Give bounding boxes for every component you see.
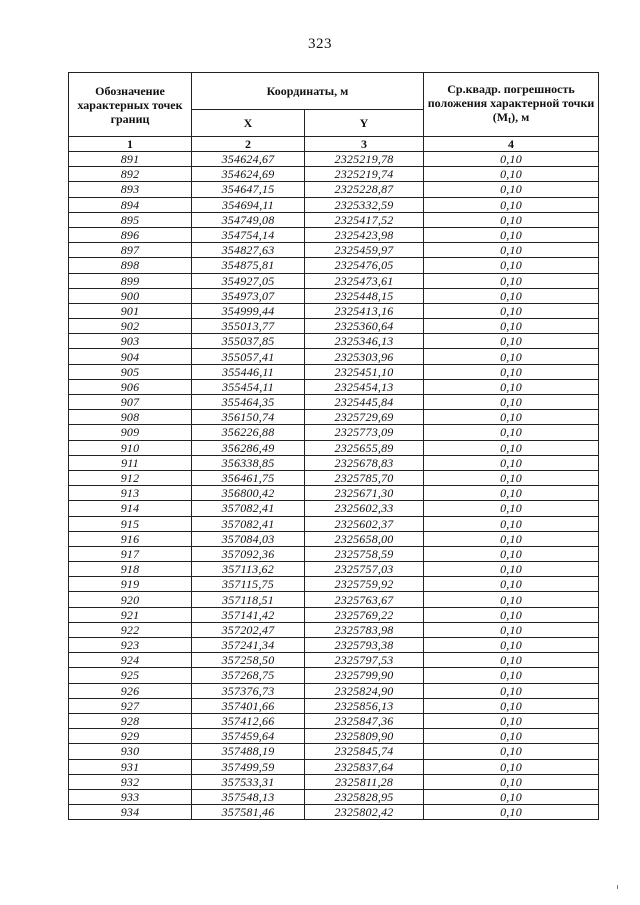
table-row xyxy=(69,546,599,561)
table-row xyxy=(69,273,599,288)
table-row xyxy=(69,516,599,531)
error-cell: 0,10 xyxy=(424,698,599,713)
y-coordinate-cell: 2325228,87 xyxy=(305,182,424,197)
y-coordinate-cell: 2325332,59 xyxy=(305,197,424,212)
x-coordinate-cell: 356800,42 xyxy=(192,486,305,501)
point-number-cell: 892 xyxy=(69,167,192,182)
y-coordinate-cell: 2325758,59 xyxy=(305,546,424,561)
point-number-cell: 916 xyxy=(69,531,192,546)
header-error-subscript: t xyxy=(508,115,512,125)
error-cell: 0,10 xyxy=(424,364,599,379)
error-cell: 0,10 xyxy=(424,425,599,440)
x-coordinate-cell: 354694,11 xyxy=(192,197,305,212)
error-cell: 0,10 xyxy=(424,379,599,394)
x-coordinate-cell: 354749,08 xyxy=(192,212,305,227)
column-number-1: 1 xyxy=(69,137,192,152)
y-coordinate-cell: 2325828,95 xyxy=(305,789,424,804)
y-coordinate-cell: 2325769,22 xyxy=(305,607,424,622)
y-coordinate-cell: 2325219,74 xyxy=(305,167,424,182)
x-coordinate-cell: 355037,85 xyxy=(192,334,305,349)
table-row xyxy=(69,258,599,273)
point-number-cell: 904 xyxy=(69,349,192,364)
x-coordinate-cell: 357533,31 xyxy=(192,774,305,789)
y-coordinate-cell: 2325303,96 xyxy=(305,349,424,364)
point-number-cell: 931 xyxy=(69,759,192,774)
table-row xyxy=(69,455,599,470)
y-coordinate-cell: 2325655,89 xyxy=(305,440,424,455)
x-coordinate-cell: 357268,75 xyxy=(192,668,305,683)
table-row xyxy=(69,243,599,258)
header-error-prefix: Ср.квадр. погрешность положения характерной точки (M xyxy=(427,82,595,124)
y-coordinate-cell: 2325811,28 xyxy=(305,774,424,789)
point-number-cell: 915 xyxy=(69,516,192,531)
point-number-cell: 906 xyxy=(69,379,192,394)
table-body xyxy=(69,152,599,820)
error-cell: 0,10 xyxy=(424,258,599,273)
column-number-4: 4 xyxy=(424,137,599,152)
error-cell: 0,10 xyxy=(424,683,599,698)
table-row xyxy=(69,668,599,683)
point-number-cell: 907 xyxy=(69,395,192,410)
table-row xyxy=(69,531,599,546)
point-number-cell: 899 xyxy=(69,273,192,288)
point-number-cell: 901 xyxy=(69,303,192,318)
point-number-cell: 926 xyxy=(69,683,192,698)
x-coordinate-cell: 357082,41 xyxy=(192,516,305,531)
x-coordinate-cell: 357581,46 xyxy=(192,805,305,820)
table-row xyxy=(69,744,599,759)
table-row xyxy=(69,303,599,318)
x-coordinate-cell: 357092,36 xyxy=(192,546,305,561)
table-header xyxy=(69,73,599,152)
table-row xyxy=(69,486,599,501)
y-coordinate-cell: 2325360,64 xyxy=(305,319,424,334)
error-cell: 0,10 xyxy=(424,759,599,774)
error-cell: 0,10 xyxy=(424,774,599,789)
error-cell: 0,10 xyxy=(424,197,599,212)
x-coordinate-cell: 355057,41 xyxy=(192,349,305,364)
table-row xyxy=(69,562,599,577)
point-number-cell: 910 xyxy=(69,440,192,455)
y-coordinate-cell: 2325413,16 xyxy=(305,303,424,318)
y-coordinate-cell: 2325448,15 xyxy=(305,288,424,303)
column-number-2: 2 xyxy=(192,137,305,152)
y-coordinate-cell: 2325773,09 xyxy=(305,425,424,440)
point-number-cell: 893 xyxy=(69,182,192,197)
header-x: X xyxy=(192,110,305,137)
error-cell: 0,10 xyxy=(424,334,599,349)
x-coordinate-cell: 357113,62 xyxy=(192,562,305,577)
error-cell: 0,10 xyxy=(424,744,599,759)
y-coordinate-cell: 2325602,37 xyxy=(305,516,424,531)
table-row xyxy=(69,592,599,607)
x-coordinate-cell: 356150,74 xyxy=(192,410,305,425)
point-number-cell: 900 xyxy=(69,288,192,303)
point-number-cell: 908 xyxy=(69,410,192,425)
point-number-cell: 911 xyxy=(69,455,192,470)
y-coordinate-cell: 2325824,90 xyxy=(305,683,424,698)
error-cell: 0,10 xyxy=(424,349,599,364)
x-coordinate-cell: 354827,63 xyxy=(192,243,305,258)
error-cell: 0,10 xyxy=(424,303,599,318)
error-cell: 0,10 xyxy=(424,182,599,197)
y-coordinate-cell: 2325423,98 xyxy=(305,227,424,242)
table-row xyxy=(69,622,599,637)
point-number-cell: 927 xyxy=(69,698,192,713)
y-coordinate-cell: 2325837,64 xyxy=(305,759,424,774)
x-coordinate-cell: 357115,75 xyxy=(192,577,305,592)
y-coordinate-cell: 2325729,69 xyxy=(305,410,424,425)
point-number-cell: 930 xyxy=(69,744,192,759)
table-row xyxy=(69,501,599,516)
y-coordinate-cell: 2325785,70 xyxy=(305,470,424,485)
point-number-cell: 929 xyxy=(69,729,192,744)
table-row xyxy=(69,197,599,212)
error-cell: 0,10 xyxy=(424,273,599,288)
table-row xyxy=(69,577,599,592)
y-coordinate-cell: 2325793,38 xyxy=(305,638,424,653)
error-cell: 0,10 xyxy=(424,167,599,182)
y-coordinate-cell: 2325678,83 xyxy=(305,455,424,470)
y-coordinate-cell: 2325757,03 xyxy=(305,562,424,577)
error-cell: 0,10 xyxy=(424,668,599,683)
y-coordinate-cell: 2325759,92 xyxy=(305,577,424,592)
x-coordinate-cell: 354624,67 xyxy=(192,152,305,167)
y-coordinate-cell: 2325856,13 xyxy=(305,698,424,713)
error-cell: 0,10 xyxy=(424,455,599,470)
error-cell: 0,10 xyxy=(424,729,599,744)
point-number-cell: 898 xyxy=(69,258,192,273)
x-coordinate-cell: 355446,11 xyxy=(192,364,305,379)
table-row xyxy=(69,759,599,774)
x-coordinate-cell: 357082,41 xyxy=(192,501,305,516)
table-row xyxy=(69,410,599,425)
table-row xyxy=(69,440,599,455)
x-coordinate-cell: 357241,34 xyxy=(192,638,305,653)
error-cell: 0,10 xyxy=(424,805,599,820)
table-row xyxy=(69,182,599,197)
point-number-cell: 912 xyxy=(69,470,192,485)
x-coordinate-cell: 354973,07 xyxy=(192,288,305,303)
point-number-cell: 913 xyxy=(69,486,192,501)
point-number-cell: 924 xyxy=(69,653,192,668)
table-row xyxy=(69,364,599,379)
y-coordinate-cell: 2325473,61 xyxy=(305,273,424,288)
table-row xyxy=(69,212,599,227)
y-coordinate-cell: 2325658,00 xyxy=(305,531,424,546)
y-coordinate-cell: 2325845,74 xyxy=(305,744,424,759)
table-row xyxy=(69,607,599,622)
error-cell: 0,10 xyxy=(424,789,599,804)
x-coordinate-cell: 356461,75 xyxy=(192,470,305,485)
error-cell: 0,10 xyxy=(424,486,599,501)
error-cell: 0,10 xyxy=(424,653,599,668)
y-coordinate-cell: 2325797,53 xyxy=(305,653,424,668)
y-coordinate-cell: 2325763,67 xyxy=(305,592,424,607)
point-number-cell: 891 xyxy=(69,152,192,167)
point-number-cell: 928 xyxy=(69,713,192,728)
error-cell: 0,10 xyxy=(424,227,599,242)
header-error xyxy=(424,73,599,137)
table-row xyxy=(69,334,599,349)
coordinates-table xyxy=(68,72,599,820)
header-coordinates: Координаты, м xyxy=(192,73,424,110)
corner-mark xyxy=(617,885,618,889)
table-row xyxy=(69,167,599,182)
x-coordinate-cell: 356286,49 xyxy=(192,440,305,455)
table-row xyxy=(69,288,599,303)
point-number-cell: 920 xyxy=(69,592,192,607)
error-cell: 0,10 xyxy=(424,243,599,258)
y-coordinate-cell: 2325476,05 xyxy=(305,258,424,273)
point-number-cell: 921 xyxy=(69,607,192,622)
table-row xyxy=(69,789,599,804)
point-number-cell: 897 xyxy=(69,243,192,258)
point-number-cell: 914 xyxy=(69,501,192,516)
error-cell: 0,10 xyxy=(424,592,599,607)
x-coordinate-cell: 356338,85 xyxy=(192,455,305,470)
y-coordinate-cell: 2325671,30 xyxy=(305,486,424,501)
y-coordinate-cell: 2325459,97 xyxy=(305,243,424,258)
point-number-cell: 896 xyxy=(69,227,192,242)
y-coordinate-cell: 2325445,84 xyxy=(305,395,424,410)
point-number-cell: 933 xyxy=(69,789,192,804)
error-cell: 0,10 xyxy=(424,501,599,516)
x-coordinate-cell: 354754,14 xyxy=(192,227,305,242)
column-number-3: 3 xyxy=(305,137,424,152)
error-cell: 0,10 xyxy=(424,288,599,303)
error-cell: 0,10 xyxy=(424,470,599,485)
error-cell: 0,10 xyxy=(424,516,599,531)
error-cell: 0,10 xyxy=(424,713,599,728)
x-coordinate-cell: 354624,69 xyxy=(192,167,305,182)
error-cell: 0,10 xyxy=(424,638,599,653)
table-row xyxy=(69,379,599,394)
point-number-cell: 925 xyxy=(69,668,192,683)
x-coordinate-cell: 357376,73 xyxy=(192,683,305,698)
y-coordinate-cell: 2325451,10 xyxy=(305,364,424,379)
table-row xyxy=(69,683,599,698)
point-number-cell: 932 xyxy=(69,774,192,789)
point-number-cell: 894 xyxy=(69,197,192,212)
y-coordinate-cell: 2325783,98 xyxy=(305,622,424,637)
error-cell: 0,10 xyxy=(424,440,599,455)
x-coordinate-cell: 357258,50 xyxy=(192,653,305,668)
x-coordinate-cell: 357499,59 xyxy=(192,759,305,774)
x-coordinate-cell: 357401,66 xyxy=(192,698,305,713)
error-cell: 0,10 xyxy=(424,622,599,637)
point-number-cell: 895 xyxy=(69,212,192,227)
y-coordinate-cell: 2325417,52 xyxy=(305,212,424,227)
y-coordinate-cell: 2325346,13 xyxy=(305,334,424,349)
table-row xyxy=(69,774,599,789)
table-row xyxy=(69,638,599,653)
y-coordinate-cell: 2325219,78 xyxy=(305,152,424,167)
y-coordinate-cell: 2325454,13 xyxy=(305,379,424,394)
y-coordinate-cell: 2325809,90 xyxy=(305,729,424,744)
y-coordinate-cell: 2325602,33 xyxy=(305,501,424,516)
header-point-designation: Обозначение характерных точек границ xyxy=(69,73,192,137)
point-number-cell: 905 xyxy=(69,364,192,379)
x-coordinate-cell: 355013,77 xyxy=(192,319,305,334)
table-row xyxy=(69,319,599,334)
error-cell: 0,10 xyxy=(424,212,599,227)
error-cell: 0,10 xyxy=(424,410,599,425)
x-coordinate-cell: 357084,03 xyxy=(192,531,305,546)
table-row xyxy=(69,152,599,167)
table-row xyxy=(69,227,599,242)
error-cell: 0,10 xyxy=(424,607,599,622)
table-row xyxy=(69,713,599,728)
x-coordinate-cell: 357141,42 xyxy=(192,607,305,622)
point-number-cell: 918 xyxy=(69,562,192,577)
x-coordinate-cell: 357202,47 xyxy=(192,622,305,637)
error-cell: 0,10 xyxy=(424,395,599,410)
error-cell: 0,10 xyxy=(424,152,599,167)
y-coordinate-cell: 2325799,90 xyxy=(305,668,424,683)
error-cell: 0,10 xyxy=(424,319,599,334)
table-row xyxy=(69,729,599,744)
point-number-cell: 919 xyxy=(69,577,192,592)
point-number-cell: 917 xyxy=(69,546,192,561)
error-cell: 0,10 xyxy=(424,531,599,546)
error-cell: 0,10 xyxy=(424,562,599,577)
page-number: 323 xyxy=(308,36,332,52)
x-coordinate-cell: 357459,64 xyxy=(192,729,305,744)
point-number-cell: 934 xyxy=(69,805,192,820)
table-row xyxy=(69,653,599,668)
point-number-cell: 922 xyxy=(69,622,192,637)
table-row xyxy=(69,805,599,820)
x-coordinate-cell: 357548,13 xyxy=(192,789,305,804)
x-coordinate-cell: 354647,15 xyxy=(192,182,305,197)
x-coordinate-cell: 356226,88 xyxy=(192,425,305,440)
point-number-cell: 902 xyxy=(69,319,192,334)
x-coordinate-cell: 354999,44 xyxy=(192,303,305,318)
point-number-cell: 909 xyxy=(69,425,192,440)
y-coordinate-cell: 2325802,42 xyxy=(305,805,424,820)
x-coordinate-cell: 357412,66 xyxy=(192,713,305,728)
table-row xyxy=(69,395,599,410)
table-row xyxy=(69,470,599,485)
error-cell: 0,10 xyxy=(424,577,599,592)
header-y: Y xyxy=(305,110,424,137)
x-coordinate-cell: 354875,81 xyxy=(192,258,305,273)
x-coordinate-cell: 355464,35 xyxy=(192,395,305,410)
header-error-suffix: ), м xyxy=(511,110,530,124)
x-coordinate-cell: 357488,19 xyxy=(192,744,305,759)
x-coordinate-cell: 354927,05 xyxy=(192,273,305,288)
x-coordinate-cell: 357118,51 xyxy=(192,592,305,607)
y-coordinate-cell: 2325847,36 xyxy=(305,713,424,728)
table-row xyxy=(69,698,599,713)
table-row xyxy=(69,425,599,440)
point-number-cell: 903 xyxy=(69,334,192,349)
table-row xyxy=(69,349,599,364)
x-coordinate-cell: 355454,11 xyxy=(192,379,305,394)
error-cell: 0,10 xyxy=(424,546,599,561)
point-number-cell: 923 xyxy=(69,638,192,653)
